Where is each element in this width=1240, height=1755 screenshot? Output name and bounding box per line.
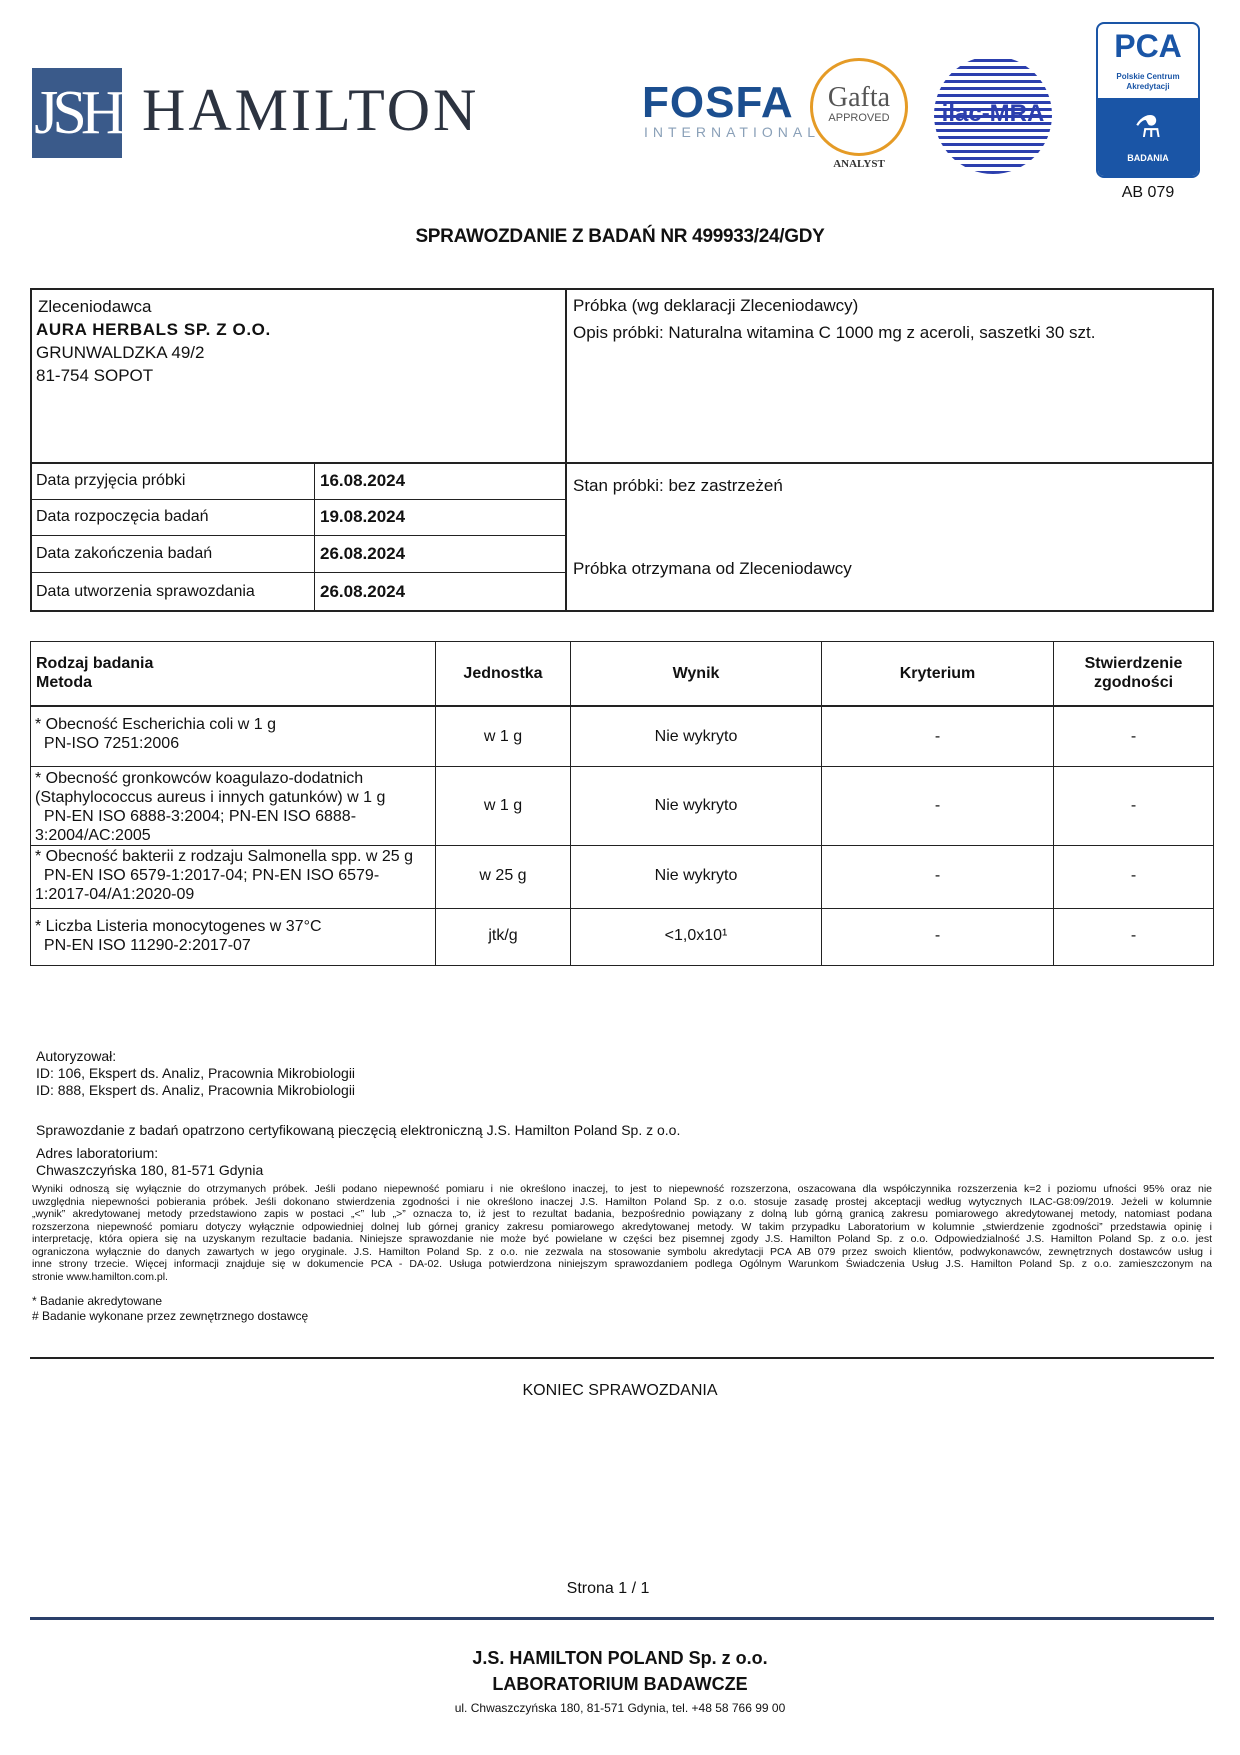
date-finished-label: Data zakończenia badań xyxy=(36,545,213,562)
disclaimer-line-2: uwzględnia niepewności pobierania próbek. Jeśli dokonano stwierdzenia zgodności i nie określono inaczej J.S. Hamilton Poland Sp. z o.o. stosuje zasadę prostej akceptacji według wytycznych ILAC-G8:09/2019. Jeżeli w kolumnie xyxy=(32,1195,1212,1208)
date-received-label: Data przyjęcia próbki xyxy=(36,472,186,489)
date-received-value: 16.08.2024 xyxy=(320,471,406,490)
header-unit: Jednostka xyxy=(463,665,543,682)
disclaimer xyxy=(32,1183,1212,1283)
hamilton-logo-mark xyxy=(32,68,122,158)
header-conformity-line2: zgodności xyxy=(1093,674,1174,691)
row4-result: <1,0x10¹ xyxy=(664,927,728,944)
seal-note: Sprawozdanie z badań opatrzono certyfikowaną pieczęcią elektroniczną J.S. Hamilton Poland Sp. z o.o. xyxy=(36,1122,681,1138)
row2-criterion: - xyxy=(934,797,941,814)
ilac-mra-logo: ilac-MRA xyxy=(941,100,1045,127)
row3-test: * Obecność bakterii z rodzaju Salmonella spp. w 25 g xyxy=(35,848,413,865)
footer-lab: LABORATORIUM BADAWCZE xyxy=(492,1674,748,1694)
disclaimer-line-6: ograniczona wyłącznie do danych zawartych w jego oryginale. J.S. Hamilton Poland Sp. z o.o. nie zezwala na stosowanie symbolu akredytacji PCA AB 079 przez swoich klientów, podwykonawców, zewnętrznych dostawców usług i xyxy=(32,1245,1212,1258)
authorization-label: Autoryzował: xyxy=(36,1048,117,1064)
disclaimer-line-4: rozszerzona niepewność pomiaru dotyczy wyłącznie odpowiedniej dolnej lub górnej granicy zakresu pomiarowego akredytowanej metody. W takim przypadku Laboratorium w kolumnie „stwierdzenie zgodności” przedstawia opinię i xyxy=(32,1220,1212,1233)
authorization-line-1: ID: 106, Ekspert ds. Analiz, Pracownia Mikrobiologii xyxy=(36,1065,356,1081)
page-number: Strona 1 / 1 xyxy=(566,1580,650,1597)
lab-address-label: Adres laboratorium: xyxy=(36,1145,159,1161)
gafta-analyst-label: ANALYST xyxy=(833,158,885,170)
row2-conformity: - xyxy=(1130,797,1137,814)
row4-method: PN-EN ISO 11290-2:2017-07 xyxy=(35,937,251,954)
row2-test-line2: (Staphylococcus aureus i innych gatunków) w 1 g xyxy=(35,789,386,806)
row1-method: PN-ISO 7251:2006 xyxy=(35,735,180,752)
fosfa-logo: FOSFA xyxy=(642,78,794,127)
row2-method: PN-EN ISO 6888-3:2004; PN-EN ISO 6888- xyxy=(35,808,357,825)
date-started-label: Data rozpoczęcia badań xyxy=(36,508,209,525)
row3-conformity: - xyxy=(1130,867,1137,884)
client-name: AURA HERBALS SP. Z O.O. xyxy=(36,320,271,339)
lab-address-value: Chwaszczyńska 180, 81-571 Gdynia xyxy=(36,1162,264,1178)
sample-description: Opis próbki: Naturalna witamina C 1000 mg z aceroli, saszetki 30 szt. xyxy=(573,323,1096,342)
logo-monogram: JSH xyxy=(34,79,120,147)
row4-unit: jtk/g xyxy=(488,927,518,944)
row3-result: Nie wykryto xyxy=(654,867,738,884)
row1-conformity: - xyxy=(1130,728,1137,745)
row4-test: * Liczba Listeria monocytogenes w 37°C xyxy=(35,918,322,935)
client-label: Zleceniodawca xyxy=(38,297,152,316)
header-conformity: Stwierdzenie xyxy=(1084,655,1183,672)
pca-logo-subtitle: Polskie Centrum Akredytacji xyxy=(1116,72,1180,91)
header-test-type: Rodzaj badania xyxy=(36,655,154,672)
client-city: 81-754 SOPOT xyxy=(36,366,154,385)
date-started-value: 19.08.2024 xyxy=(320,507,406,526)
disclaimer-line-8: stronie www.hamilton.com.pl. xyxy=(32,1270,168,1283)
row2-method-line2: 3:2004/AC:2005 xyxy=(35,827,151,844)
disclaimer-line-3: „wynik” akredytowanej metody przedstawiono zapis w postaci „<” lub „>” oznacza to, iż jest to rezultat badania, bezpośrednio powiązany z dolną lub górną granicą zakresu pomiarowego akredytowanej metody, natomiast podana xyxy=(32,1208,1212,1220)
row2-test: * Obecność gronkowców koagulazo-dodatnich xyxy=(35,770,364,787)
date-created-value: 26.08.2024 xyxy=(320,582,406,601)
row1-test: * Obecność Escherichia coli w 1 g xyxy=(35,716,276,733)
row3-criterion: - xyxy=(934,867,941,884)
pca-logo-title: PCA xyxy=(1114,28,1182,64)
date-finished-value: 26.08.2024 xyxy=(320,544,406,563)
footer-company: J.S. HAMILTON POLAND Sp. z o.o. xyxy=(472,1648,768,1668)
pca-badania-label: BADANIA xyxy=(1127,153,1169,163)
row3-unit: w 25 g xyxy=(479,867,527,884)
results-table xyxy=(30,641,1214,966)
gafta-approved-label: APPROVED xyxy=(828,112,890,124)
authorization-line-2: ID: 888, Ekspert ds. Analiz, Pracownia Mikrobiologii xyxy=(36,1082,356,1098)
gafta-logo: Gafta xyxy=(827,82,891,113)
row4-conformity: - xyxy=(1130,927,1137,944)
row1-unit: w 1 g xyxy=(483,728,523,745)
row1-result: Nie wykryto xyxy=(654,728,738,745)
client-street: GRUNWALDZKA 49/2 xyxy=(36,343,205,362)
company-wordmark: HAMILTON xyxy=(142,77,480,143)
flask-icon: ⚗ xyxy=(1134,111,1162,144)
row4-criterion: - xyxy=(934,927,941,944)
end-separator xyxy=(30,1357,1214,1359)
header-result: Wynik xyxy=(672,665,720,682)
row3-method-line2: 1:2017-04/A1:2020-09 xyxy=(35,886,195,903)
legend-accredited: * Badanie akredytowane xyxy=(32,1294,163,1308)
row1-criterion: - xyxy=(934,728,941,745)
sample-condition: Stan próbki: bez zastrzeżeń xyxy=(573,476,783,495)
disclaimer-line-1: Wyniki odnoszą się wyłącznie do otrzymanych próbek. Jeśli podano niepewność pomiaru i nie określono inaczej, to jest to niepewność rozszerzona, oszacowana dla współczynnika rozszerzenia k=2 i poziomu ufności 95% oraz nie xyxy=(32,1183,1212,1195)
disclaimer-line-7: inne strony trzecie. Więcej informacji znajduje się w dokumencie PCA - DA-02. Usługa potwierdzona niniejszym sprawozdaniem podlega Ogólnym Warunkom Świadczenia Usług J.S. Hamilton Poland Sp. z o.o. zamieszczonym na xyxy=(32,1258,1212,1270)
date-created-label: Data utworzenia sprawozdania xyxy=(36,583,255,600)
row3-method: PN-EN ISO 6579-1:2017-04; PN-EN ISO 6579- xyxy=(35,867,380,884)
report-title: SPRAWOZDANIE Z BADAŃ NR 499933/24/GDY xyxy=(415,226,825,247)
fosfa-logo-subtitle: INTERNATIONAL xyxy=(644,124,820,140)
end-of-report: KONIEC SPRAWOZDANIA xyxy=(522,1382,718,1399)
sample-source: Próbka otrzymana od Zleceniodawcy xyxy=(573,559,852,578)
header-method: Metoda xyxy=(36,674,92,691)
footer-address: ul. Chwaszczyńska 180, 81-571 Gdynia, tel. +48 58 766 99 00 xyxy=(454,1701,786,1715)
row2-unit: w 1 g xyxy=(483,797,523,814)
row2-result: Nie wykryto xyxy=(654,797,738,814)
disclaimer-line-5: interpretację, która opiera się na uzyskanym rezultacie badania. Niniejsze sprawozdanie nie może być powielane w części bez pisemnej zgody J.S. Hamilton Poland Sp. z o.o. Odpowiedzialność J.S. Hamilton Poland Sp. z o.o. jest xyxy=(32,1233,1212,1245)
footer-separator xyxy=(30,1617,1214,1620)
header-criterion: Kryterium xyxy=(899,665,976,682)
accreditation-number: AB 079 xyxy=(1121,184,1175,201)
sample-label: Próbka (wg deklaracji Zleceniodawcy) xyxy=(573,296,859,315)
legend-external: # Badanie wykonane przez zewnętrznego dostawcę xyxy=(32,1309,309,1323)
report-info-box xyxy=(30,288,1214,612)
